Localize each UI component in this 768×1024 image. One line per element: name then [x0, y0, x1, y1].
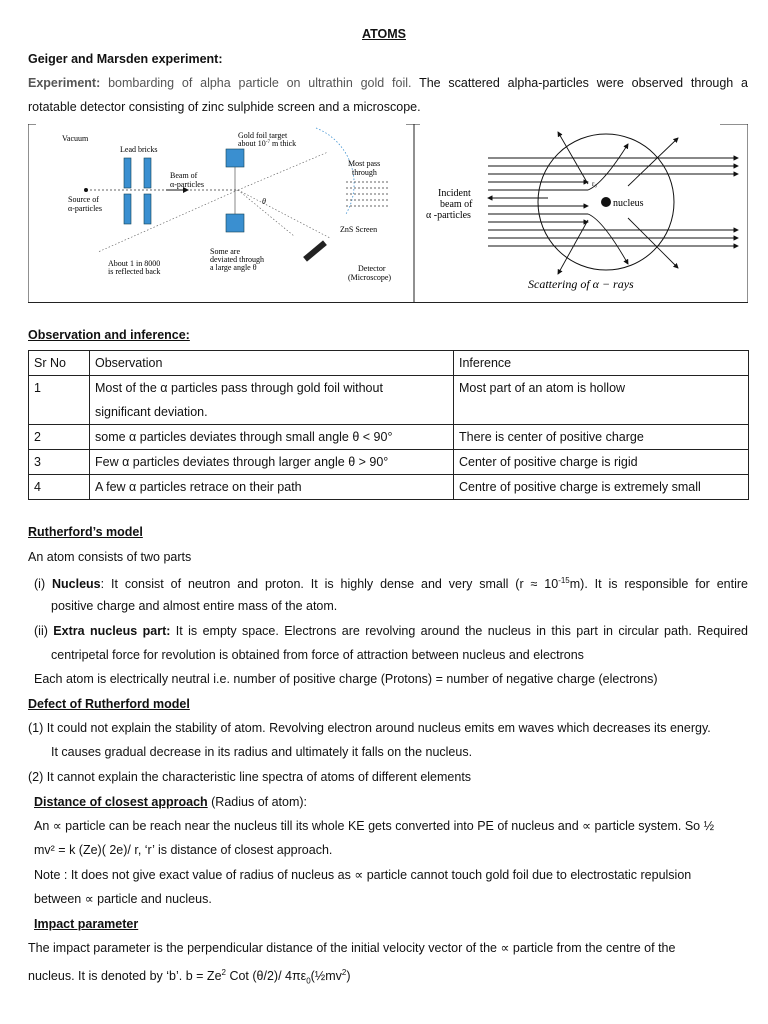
- label-source-2: α-particles: [68, 204, 102, 213]
- geiger-heading: Geiger and Marsden experiment:: [28, 52, 223, 66]
- row-observation: A few α particles retrace on their path: [90, 475, 454, 500]
- lead-brick-1: [124, 158, 131, 188]
- obs-heading: Observation and inference:: [28, 328, 190, 342]
- label-incident-1: Incident: [438, 188, 471, 199]
- geiger-experiment-line-1: [28, 71, 748, 95]
- label-vacuum: Vacuum: [62, 134, 89, 143]
- label-beam-2: α-particles: [170, 180, 204, 189]
- observation-table: [28, 350, 749, 500]
- rutherford-heading: Rutherford’s model: [28, 525, 143, 539]
- label-detector-1: Detector: [358, 264, 386, 273]
- defect-1-a: (1) It could not explain the stability of atom. Revolving electron around nucleus emits em waves which decreases its energy.: [28, 721, 711, 735]
- label-incident-3: α -particles: [426, 210, 471, 221]
- foil-bottom-block: [226, 214, 244, 232]
- header-sr-no: Sr No: [29, 351, 90, 376]
- row-inference: Center of positive charge is rigid: [454, 450, 749, 475]
- experiment-label: Experiment:: [28, 76, 101, 90]
- row-observation: some α particles deviates through small angle θ < 90°: [90, 425, 454, 450]
- extra-nucleus-line-1: (ii) Extra nucleus part: It is empty space. Electrons are revolving around the nucleus in this part in circular path. Required: [34, 624, 748, 638]
- foil-top-block: [226, 149, 244, 167]
- closest-p1-b: mv² = k (Ze)( 2e)/ r, ‘r’ is distance of closest approach.: [34, 843, 333, 857]
- row-inference: Most part of an atom is hollow: [454, 376, 749, 425]
- closest-p1-a: An ∝ particle can be reach near the nucleus till its whole KE gets converted into PE of nucleus and ∝ particle system. So ½: [34, 819, 715, 833]
- source-dot: [84, 188, 88, 192]
- table-header-row: [29, 351, 749, 376]
- row-observation: Few α particles deviates through larger angle θ > 90°: [90, 450, 454, 475]
- label-about-2: is reflected back: [108, 267, 161, 276]
- row-no: 1: [29, 376, 90, 425]
- row-observation: Most of the α particles pass through gold foil without significant deviation.: [90, 376, 454, 425]
- label-most-pass-1: Most pass: [348, 159, 381, 168]
- label-r0: r₀: [592, 180, 597, 188]
- label-gold-foil-2: about $10^{-7}$ m thick: [238, 139, 297, 148]
- table-row: [29, 475, 749, 500]
- label-zns: ZnS Screen: [340, 225, 378, 234]
- label-detector-2: (Microscope): [348, 273, 392, 282]
- label-incident-2: beam of: [440, 199, 473, 210]
- lead-brick-3: [124, 194, 131, 224]
- closest-note-b: between ∝ particle and nucleus.: [34, 892, 212, 906]
- closest-note-a: Note : It does not give exact value of radius of nucleus as ∝ particle cannot touch gold foil due to electrostatic repulsion: [34, 868, 692, 882]
- closest-heading-line: Distance of closest approach (Radius of atom):: [34, 795, 308, 809]
- zns-screen-arc: [316, 128, 354, 214]
- row-inference: Centre of positive charge is extremely small: [454, 475, 749, 500]
- label-theta: θ: [262, 197, 266, 206]
- impact-heading: Impact parameter: [34, 917, 139, 931]
- detector-microscope: [303, 240, 327, 261]
- label-some-2: deviated through: [210, 255, 264, 264]
- lead-brick-4: [144, 194, 151, 224]
- label-lead-bricks: Lead bricks: [120, 145, 158, 154]
- figure-caption: Scattering of α − rays: [528, 277, 634, 291]
- neutral-line: Each atom is electrically neutral i.e. number of positive charge (Protons) = number of negative charge (electrons): [34, 672, 658, 686]
- defect-1-b: It causes gradual decrease in its radius and ultimately it falls on the nucleus.: [51, 745, 473, 759]
- row-inference: There is center of positive charge: [454, 425, 749, 450]
- table-row: [29, 450, 749, 475]
- nucleus-line-1: (i) Nucleus: It consist of neutron and proton. It is highly dense and very small $(r \approx 10^{-15}m)$. It is responsible for entire: [34, 576, 748, 592]
- label-some-1: Some are: [210, 247, 240, 256]
- row-no: 4: [29, 475, 90, 500]
- table-row: [29, 425, 749, 450]
- label-nucleus: nucleus: [613, 198, 644, 209]
- label-gold-foil-1: Gold foil target: [238, 131, 288, 140]
- geiger-experiment-line-2: rotatable detector consisting of zinc sulphide screen and a microscope.: [28, 100, 421, 114]
- experiment-text: bombarding of alpha particle on ultrathin gold foil.: [108, 76, 412, 90]
- impact-p-a: The impact parameter is the perpendicular distance of the initial velocity vector of the ∝ particle from the centre of the: [28, 941, 676, 955]
- label-some-3: a large angle θ: [210, 263, 257, 272]
- nucleus-dot: [601, 197, 611, 207]
- row-no: 3: [29, 450, 90, 475]
- defect-heading: Defect of Rutherford model: [28, 697, 190, 711]
- experiment-figure-svg: [28, 124, 748, 302]
- page-title: ATOMS: [362, 27, 406, 41]
- label-source-1: Source of: [68, 195, 99, 204]
- label-about-1: About 1 in 8000: [108, 259, 161, 268]
- lead-brick-2: [144, 158, 151, 188]
- label-beam-1: Beam of: [170, 171, 198, 180]
- nucleus-line-2: positive charge and almost entire mass of the atom.: [51, 599, 338, 613]
- header-observation: Observation: [90, 351, 454, 376]
- impact-p-b: nucleus. It is denoted by ‘b’. $b = Ze^2$ Cot (θ/2)/ $4\pi\varepsilon_0(\frac{1}{2}mv^2)$: [28, 968, 351, 986]
- experiment-figure: [28, 124, 748, 303]
- rutherford-intro: An atom consists of two parts: [28, 550, 192, 564]
- table-row: [29, 376, 749, 425]
- extra-nucleus-line-2: centripetal force for revolution is obtained from force of attraction between nucleus and electrons: [51, 648, 584, 662]
- experiment-text-2a: The scattered alpha-particles were observed through a: [419, 76, 749, 90]
- defect-2: (2) It cannot explain the characteristic line spectra of atoms of different elements: [28, 770, 472, 784]
- header-inference: Inference: [454, 351, 749, 376]
- row-no: 2: [29, 425, 90, 450]
- label-most-pass-2: through: [352, 168, 377, 177]
